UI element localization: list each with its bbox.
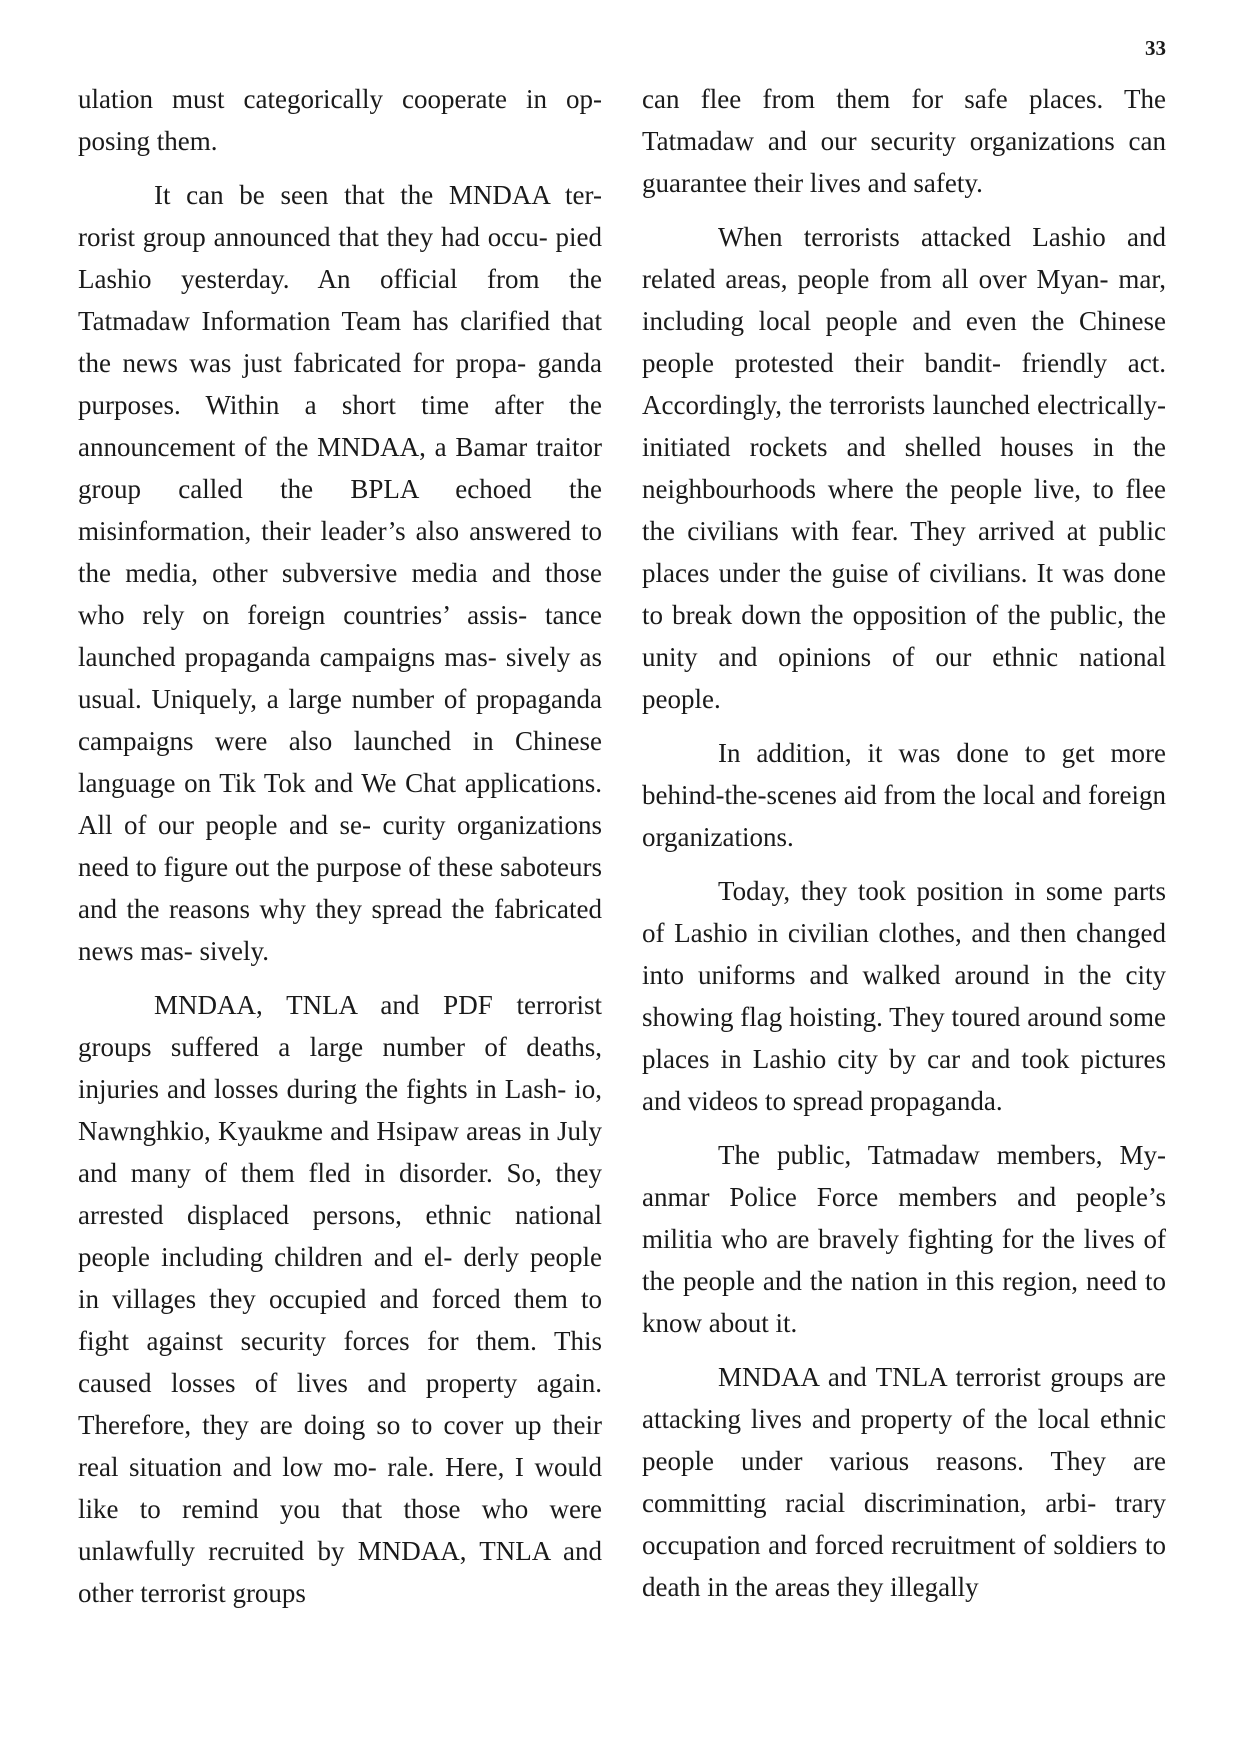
left-column: [78, 78, 602, 1626]
paragraph: When terrorists attacked Lashio and related areas, people from all over Myan- mar, including local people and even the Chinese people protested their bandit- friendly act. Accordingly, the terrorists launched electrically-initiated rockets and shelled houses in the neighbourhoods where the people live, to flee the civilians with fear. They arrived at public places under the guise of civilians. It was done to break down the opposition of the public, the unity and opinions of our ethnic national people.: [642, 222, 1166, 714]
right-column: [642, 78, 1166, 1620]
paragraph: MNDAA and TNLA terrorist groups are attacking lives and property of the local ethnic people under various reasons. They are committing racial discrimination, arbi- trary occupation and forced recruitment of soldiers to death in the areas they illegally: [642, 1362, 1166, 1602]
paragraph: In addition, it was done to get more behind-the-scenes aid from the local and foreign organizations.: [642, 738, 1166, 852]
paragraph: MNDAA, TNLA and PDF terrorist groups suffered a large number of deaths, injuries and losses during the fights in Lash- io, Nawnghkio, Kyaukme and Hsipaw areas in July and many of them fled in disorder. So, they arrested displaced persons, ethnic national people including children and el- derly people in villages they occupied and forced them to fight against security forces for them. This caused losses of lives and property again. Therefore, they are doing so to cover up their real situation and low mo- rale. Here, I would like to remind you that those who were unlawfully recruited by MNDAA, TNLA and other terrorist groups: [78, 990, 602, 1608]
page-number: 33: [1145, 36, 1166, 60]
paragraph: can flee from them for safe places. The Tatmadaw and our security organizations can guarantee their lives and safety.: [642, 84, 1166, 198]
paragraph: Today, they took position in some parts of Lashio in civilian clothes, and then changed into uniforms and walked around in the city showing flag hoisting. They toured around some places in Lashio city by car and took pictures and videos to spread propaganda.: [642, 876, 1166, 1116]
paragraph: The public, Tatmadaw members, My- anmar Police Force members and people’s militia who are bravely fighting for the lives of the people and the nation in this region, need to know about it.: [642, 1140, 1166, 1338]
paragraph: It can be seen that the MNDAA ter- rorist group announced that they had occu- pied Lashio yesterday. An official from the Tatmadaw Information Team has clarified that the news was just fabricated for propa- ganda purposes. Within a short time after the announcement of the MNDAA, a Bamar traitor group called the BPLA echoed the misinformation, their leader’s also answered to the media, other subversive media and those who rely on foreign countries’ assis- tance launched propaganda campaigns mas- sively as usual. Uniquely, a large number of propaganda campaigns were also launched in Chinese language on Tik Tok and We Chat applications. All of our people and se- curity organizations need to figure out the purpose of these saboteurs and the reasons why they spread the fabricated news mas- sively.: [78, 180, 602, 966]
paragraph: ulation must categorically cooperate in op- posing them.: [78, 84, 602, 156]
